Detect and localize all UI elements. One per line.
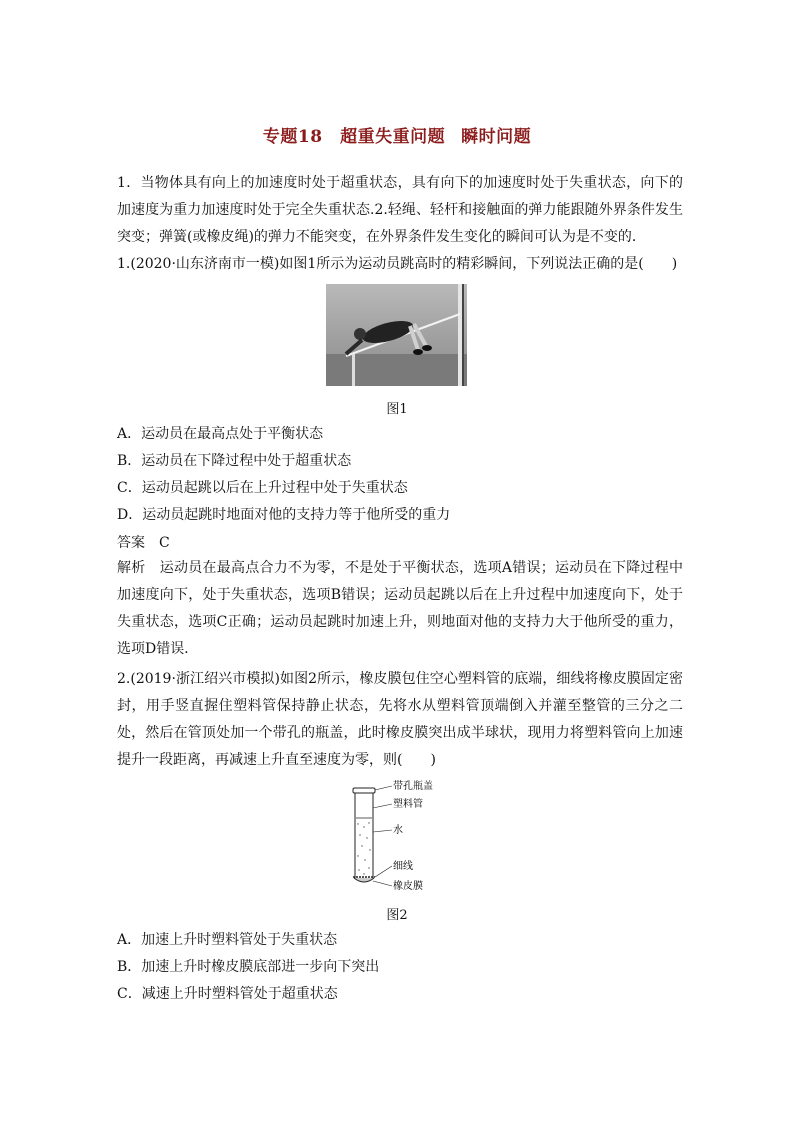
q1-answer: 答案 C	[117, 535, 170, 551]
question-1-stem: 1.(2020·山东济南市一模)如图1所示为运动员跳高时的精彩瞬间，下列说法正确的是( )	[117, 256, 678, 272]
q2-option-b: B．加速上升时橡皮膜底部进一步向下突出	[117, 959, 380, 975]
label-membrane: 橡皮膜	[393, 881, 423, 892]
q1-option-c: C．运动员起跳以后在上升过程中处于失重状态	[117, 480, 408, 496]
page-title	[0, 122, 794, 147]
question-2-stem: 2.(2019·浙江绍兴市模拟)如图2所示，橡皮膜包住空心塑料管的底端，细线将橡皮膜固定密封，用手竖直握住塑料管保持静止状态，先将水从塑料管顶端倒入并灌至整管的三分之二处，然后在管顶处加一个带孔的瓶盖，此时橡皮膜突出成半球状，现用力将塑料管向上加速提升一段距离，再减速上升直至速度为零，则( )	[117, 671, 683, 768]
q1-analysis: 解析 运动员在最高点合力不为零，不是处于平衡状态，选项A错误；运动员在下降过程中加速度向下，处于失重状态，选项B错误；运动员起跳以后在上升过程中加速度向下，处于失重状态，选项C正确；运动员起跳时加速上升，则地面对他的支持力大于他所受的重力，选项D错误．	[117, 560, 683, 657]
q1-option-d: D．运动员起跳时地面对他的支持力等于他所受的重力	[117, 507, 451, 523]
label-cap: 带孔瓶盖	[393, 781, 433, 792]
label-water: 水	[393, 825, 403, 836]
q1-option-b: B．运动员在下降过程中处于超重状态	[117, 453, 352, 469]
plastic-tube-diagram	[340, 780, 452, 892]
figure-2-caption: 图2	[386, 908, 408, 923]
label-thread: 细线	[393, 861, 413, 872]
q2-option-c: C．减速上升时塑料管处于超重状态	[117, 986, 338, 1002]
intro-paragraph: 1．当物体具有向上的加速度时处于超重状态，具有向下的加速度时处于失重状态，向下的加速度为重力加速度时处于完全失重状态.2.轻绳、轻杆和接触面的弹力能跟随外界条件发生突变；弹簧(或橡皮绳)的弹力不能突变，在外界条件发生变化的瞬间可认为是不变的．	[117, 175, 683, 245]
title-sub: 瞬时问题	[461, 127, 532, 147]
figure-1-caption: 图1	[386, 402, 408, 417]
q1-option-a: A．运动员在最高点处于平衡状态	[117, 426, 324, 442]
label-tube: 塑料管	[393, 799, 423, 810]
high-jump-photo	[326, 284, 467, 386]
q2-option-a: A．加速上升时塑料管处于失重状态	[117, 932, 338, 948]
title-main: 专题18 超重失重问题	[262, 127, 446, 147]
